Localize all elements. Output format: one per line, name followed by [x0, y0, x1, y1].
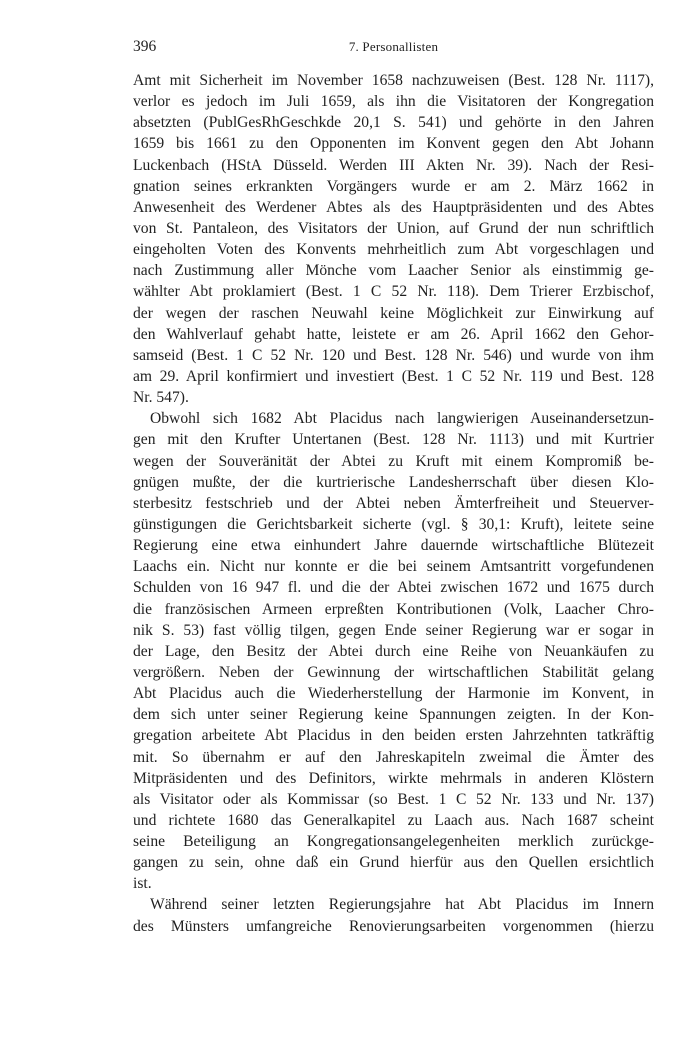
text-line: von St. Pantaleon, des Visitators der Union, auf Grund der nun schriftlich — [133, 219, 654, 237]
text-line: nach Zustimmung aller Mönche vom Laacher Senior als einstimmig ge- — [133, 262, 654, 280]
text-line: Regierung eine etwa einhundert Jahre dauernde wirtschaftliche Blütezeit — [133, 537, 654, 555]
text-line: Luckenbach (HStA Düsseld. Werden III Akten Nr. 39). Nach der Resi- — [133, 156, 654, 174]
text-line: nik S. 53) fast völlig tilgen, gegen Ende seiner Regierung war er sogar in — [133, 621, 654, 639]
text-line: Amt mit Sicherheit im November 1658 nachzuweisen (Best. 128 Nr. 1117), — [133, 72, 654, 89]
text-line: gregation arbeitete Abt Placidus in den beiden ersten Jahrzehnten tatkräftig — [133, 727, 654, 745]
text-line: wählter Abt proklamiert (Best. 1 C 52 Nr. 118). Dem Trierer Erzbischof, — [133, 283, 654, 301]
text-line: gangen zu sein, ohne daß ein Grund hierfür aus den Quellen ersichtlich — [133, 854, 654, 872]
text-line: absetzten (PublGesRhGeschkde 20,1 S. 541) und gehörte in den Jahren — [133, 114, 654, 132]
text-line: und richtete 1680 das Generalkapitel zu Laach aus. Nach 1687 scheint — [133, 811, 654, 829]
text-line: der Lage, den Besitz der Abtei durch eine Reihe von Neuankäufen zu — [133, 642, 654, 660]
body-text — [133, 70, 654, 937]
text-line: wegen der Souveränität der Abtei zu Kruft mit einem Kompromiß be- — [133, 452, 654, 470]
text-line: gnation seines erkrankten Vorgängers wurde er am 2. März 1662 in — [133, 177, 654, 195]
section-title: 7. Personallisten — [348, 39, 439, 54]
text-line: Schulden von 16 947 fl. und die der Abtei zwischen 1672 und 1675 durch — [133, 579, 654, 597]
text-line: des Münsters umfangreiche Renovierungsarbeiten vorgenommen (hierzu — [133, 917, 654, 935]
text-line: den Wahlverlauf gehabt hatte, leistete er am 26. April 1662 den Gehor- — [133, 325, 654, 343]
text-line: dem sich unter seiner Regierung keine Spannungen zeigten. In der Kon- — [133, 706, 654, 724]
text-line: verlor es jedoch im Juli 1659, als ihn die Visitatoren der Kongregation — [133, 93, 654, 111]
text-line: eingeholten Voten des Konvents mehrheitlich zum Abt vorgeschlagen und — [133, 241, 654, 259]
text-line: Anwesenheit des Werdener Abtes als des Hauptpräsidenten und des Abtes — [133, 198, 654, 216]
text-line: Nr. 547). — [133, 389, 189, 407]
text-line: sterbesitz festschrieb und der Abtei neben Ämterfreiheit und Steuerver- — [133, 494, 654, 512]
text-line: als Visitator oder als Kommissar (so Best. 1 C 52 Nr. 133 und Nr. 137) — [133, 790, 654, 808]
text-line: mit. So übernahm er auf den Jahreskapiteln zweimal die Ämter des — [133, 748, 654, 766]
text-line: die französischen Armeen erpreßten Kontributionen (Volk, Laacher Chro- — [133, 600, 654, 618]
text-line: ist. — [133, 875, 152, 893]
text-line: der wegen der raschen Neuwahl keine Möglichkeit zur Einwirkung auf — [133, 304, 654, 322]
text-line: günstigungen die Gerichtsbarkeit sicherte (vgl. § 30,1: Kruft), leitete seine — [133, 515, 654, 533]
text-line: Laachs ein. Nicht nur konnte er die bei seinem Amtsantritt vorgefundenen — [133, 558, 654, 576]
text-line: Mitpräsidenten und des Definitors, wirkte mehrmals in anderen Klöstern — [133, 769, 654, 787]
text-line: Während seiner letzten Regierungsjahre hat Abt Placidus im Innern — [150, 896, 654, 914]
text-line: Obwohl sich 1682 Abt Placidus nach langwierigen Auseinandersetzun- — [150, 410, 654, 428]
text-line: gen mit den Krufter Untertanen (Best. 128 Nr. 1113) und mit Kurtrier — [133, 431, 654, 449]
text-line: samseid (Best. 1 C 52 Nr. 120 und Best. 128 Nr. 546) und wurde von ihm — [133, 346, 654, 364]
page-number: 396 — [133, 38, 157, 55]
text-line: seine Beteiligung an Kongregationsangelegenheiten merklich zurückge- — [133, 833, 654, 851]
text-line: 1659 bis 1661 zu den Opponenten im Konvent gegen den Abt Johann — [133, 135, 654, 153]
text-line: vergrößern. Neben der Gewinnung der wirtschaftlichen Stabilität gelang — [133, 663, 654, 681]
running-head — [133, 38, 654, 60]
text-line: am 29. April konfirmiert und investiert (Best. 1 C 52 Nr. 119 und Best. 128 — [133, 367, 654, 385]
text-line: Abt Placidus auch die Wiederherstellung der Harmonie im Konvent, in — [133, 685, 654, 703]
text-line: gnügen mußte, der die kurtrierische Landesherrschaft über diesen Klo- — [133, 473, 654, 491]
